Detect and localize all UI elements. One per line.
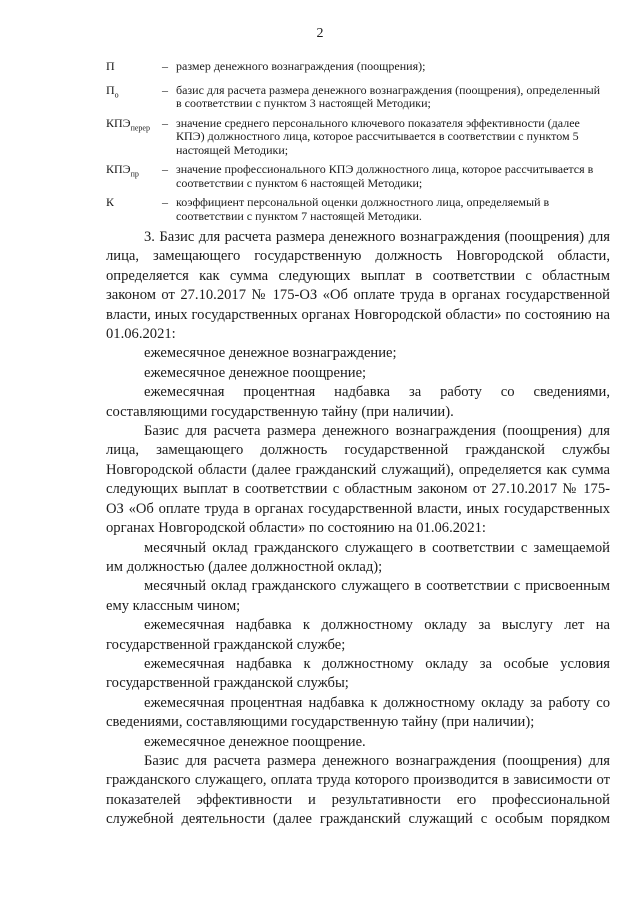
definition-item: [106, 84, 606, 111]
definition-text: коэффициент персональной оценки должностного лица, определяемый в соответствии с пунктом 7 настоящей Методики.: [176, 195, 550, 223]
list-item: месячный оклад гражданского служащего в соответствии с замещаемой им должностью (далее должностной оклад);: [106, 539, 610, 575]
definition-text: значение профессионального КПЭ должностного лица, которое рассчитывается в соответствии с пунктом 6 настоящей Методики;: [176, 162, 594, 190]
paragraph-basis-special-order: Базис для расчета размера денежного вознаграждения (поощрения) для гражданского служащего, оплата труда которого производится в зависимости от показателей эффективности и результативности его профессиональной служебной деятельности (далее гражданский служащий с особым порядком: [106, 752, 610, 828]
paragraph-basis-state-position: 3. Базис для расчета размера денежного вознаграждения (поощрения) для лица, замещающего государственную должность Новгородской области, определяется как сумма следующих выплат в соответствии с областным законом от 27.10.2017 № 175-ОЗ «Об оплате труда в органах государственной власти, иных государственных органах Новгородской области» по состоянию на 01.06.2021:: [106, 229, 610, 343]
definition-symbol: К: [106, 195, 115, 210]
dash: –: [162, 162, 168, 177]
definition-text: значение среднего персонального ключевого показателя эффективности (далее КПЭ) должностного лица, которое рассчитывается в соответствии с пунктом 5 настоящей Методики;: [176, 115, 580, 157]
list-item: ежемесячная процентная надбавка к должностному окладу за работу со сведениями, составляющими государственную тайну (при наличии);: [106, 694, 610, 731]
list-item: ежемесячное денежное поощрение;: [144, 364, 367, 381]
definition-symbol: $КПЭ_{пр}$: [106, 162, 139, 179]
list-item: ежемесячная процентная надбавка за работу со сведениями, составляющими государственную тайну (при наличии).: [106, 384, 610, 420]
list-item: месячный оклад гражданского служащего в соответствии с присвоенным ему классным чином;: [106, 578, 610, 614]
list-item: ежемесячная надбавка к должностному окладу за выслугу лет на государственной гражданской службе;: [106, 617, 610, 653]
list-item: ежемесячное денежное вознаграждение;: [144, 345, 397, 362]
dash: –: [162, 82, 168, 97]
definition-item: [106, 60, 606, 78]
page-number: 2: [316, 26, 324, 41]
paragraph-basis-civil-servant: Базис для расчета размера денежного вознаграждения (поощрения) для лица, замещающего должность государственной гражданской службы Новгородской области (далее гражданский служащий), определяется как сумма следующих выплат в соответствии с областным законом от 27.10.2017 № 175-ОЗ «Об оплате труда в органах государственной власти, иных государственных органах Новгородской области» по состоянию на 01.06.2021:: [106, 423, 610, 537]
definitions-list: [106, 60, 606, 229]
definition-symbol: $КПЭ_{перер}$: [106, 115, 150, 133]
definition-symbol: П: [106, 59, 115, 73]
definition-item: [106, 163, 606, 190]
list-item: ежемесячное денежное поощрение.: [144, 733, 366, 750]
definition-item: [106, 117, 606, 158]
definition-item: [106, 196, 606, 223]
definition-symbol: $П_о$: [106, 82, 119, 100]
dash: –: [162, 59, 168, 73]
dash: –: [162, 115, 168, 130]
definition-text: размер денежного вознаграждения (поощрения);: [176, 59, 426, 73]
definition-text: базис для расчета размера денежного вознаграждения (поощрения), определенный в соответствии с пунктом 3 настоящей Методики;: [176, 82, 601, 111]
list-item: ежемесячная надбавка к должностному окладу за особые условия государственной гражданской службы;: [106, 655, 610, 692]
document-body: [106, 228, 610, 830]
dash: –: [162, 195, 168, 210]
